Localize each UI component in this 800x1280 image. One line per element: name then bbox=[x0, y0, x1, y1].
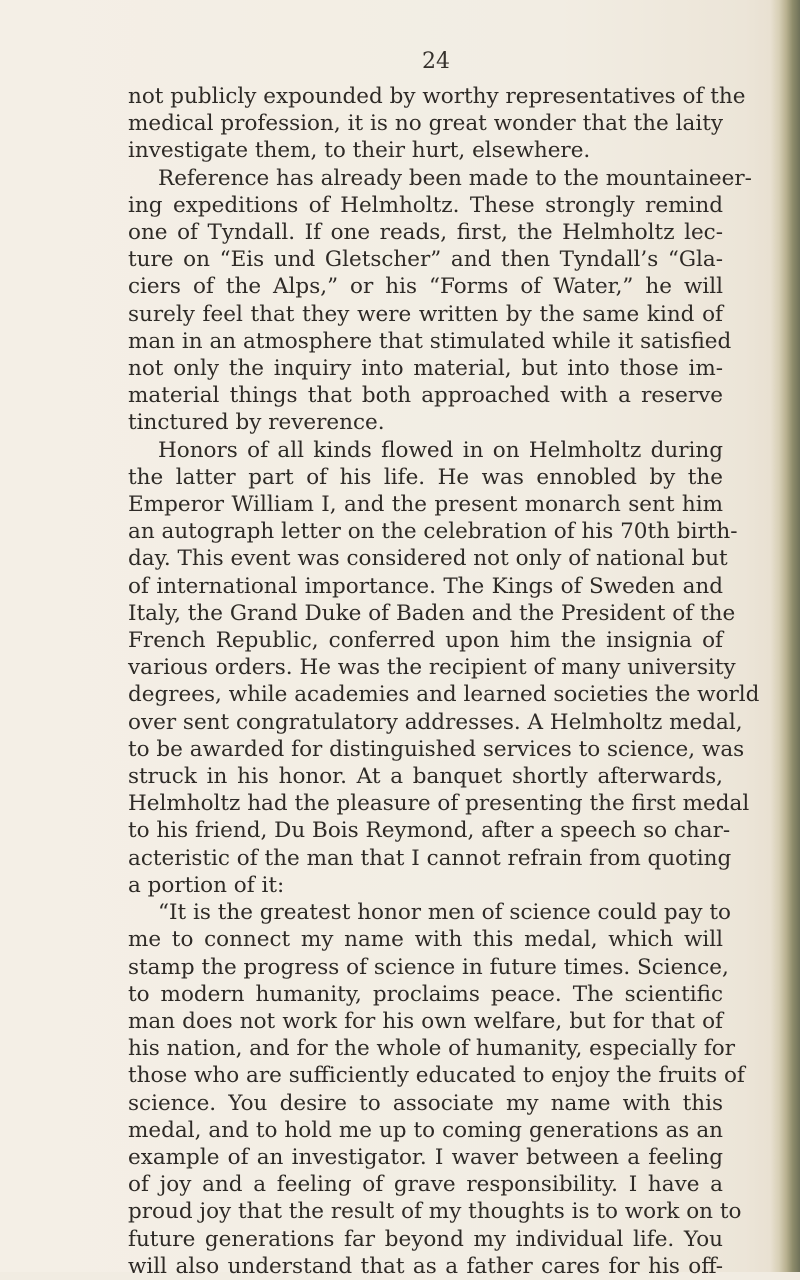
text-line: French Republic, conferred upon him the insignia of bbox=[128, 628, 723, 654]
text-line: medal, and to hold me up to coming generations as an bbox=[128, 1117, 723, 1143]
text-line: Helmholtz had the pleasure of presenting the first medal bbox=[128, 791, 750, 817]
text-line: example of an investigator. I waver between a feeling bbox=[128, 1144, 723, 1170]
text-line: acteristic of the man that I cannot refrain from quoting bbox=[128, 845, 732, 871]
text-line: proud joy that the result of my thoughts is to work on to bbox=[128, 1199, 742, 1225]
text-line: one of Tyndall. If one reads, first, the Helmholtz lec- bbox=[128, 220, 723, 246]
text-line: degrees, while academies and learned societies the world bbox=[128, 682, 760, 708]
text-line: those who are sufficiently educated to enjoy the fruits of bbox=[128, 1063, 745, 1089]
text-line: over sent congratulatory addresses. A Helmholtz medal, bbox=[128, 709, 743, 735]
text-line: Italy, the Grand Duke of Baden and the President of the bbox=[128, 600, 736, 626]
text-line: of international importance. The Kings of Sweden and bbox=[128, 573, 723, 599]
text-line: Emperor William I, and the present monarch sent him bbox=[128, 492, 723, 518]
text-line: material things that both approached with a reserve bbox=[128, 383, 723, 409]
text-line: science. You desire to associate my name with this bbox=[128, 1090, 723, 1116]
text-line: man does not work for his own welfare, but for that of bbox=[128, 1008, 723, 1034]
text-line: will also understand that as a father cares for his off- bbox=[128, 1253, 723, 1279]
body-text bbox=[128, 83, 760, 1280]
text-line: the latter part of his life. He was ennobled by the bbox=[128, 464, 723, 490]
text-line: man in an atmosphere that stimulated while it satisfied bbox=[128, 328, 732, 354]
text-line: ture on “Eis und Gletscher” and then Tyndall’s “Gla- bbox=[128, 247, 723, 273]
text-line: to be awarded for distinguished services to science, was bbox=[128, 736, 745, 762]
text-line: various orders. He was the recipient of many university bbox=[128, 655, 736, 681]
page-number: 24 bbox=[422, 49, 450, 74]
page-edge-shadow bbox=[770, 0, 800, 1272]
text-line: ing expeditions of Helmholtz. These strongly remind bbox=[128, 192, 723, 218]
text-line: medical profession, it is no great wonder that the laity bbox=[128, 111, 723, 137]
text-line: not publicly expounded by worthy representatives of the bbox=[128, 84, 746, 109]
text-line: me to connect my name with this medal, which will bbox=[128, 927, 723, 953]
text-line: not only the inquiry into material, but into those im- bbox=[128, 356, 723, 382]
text-line: to modern humanity, proclaims peace. The scientific bbox=[128, 981, 723, 1007]
text-line: to his friend, Du Bois Reymond, after a speech so char- bbox=[128, 818, 731, 844]
text-line: day. This event was considered not only of national but bbox=[128, 546, 728, 572]
text-line: stamp the progress of science in future times. Science, bbox=[128, 954, 729, 980]
text-line: his nation, and for the whole of humanity, especially for bbox=[128, 1036, 736, 1062]
text-line: ciers of the Alps,” or his “Forms of Water,” he will bbox=[128, 274, 723, 300]
text-line: future generations far beyond my individual life. You bbox=[128, 1226, 723, 1252]
text-line: struck in his honor. At a banquet shortly afterwards, bbox=[128, 764, 723, 790]
text-line: tinctured by reverence. bbox=[128, 410, 385, 436]
text-line: of joy and a feeling of grave responsibility. I have a bbox=[128, 1172, 723, 1198]
text-line: “It is the greatest honor men of science could pay to bbox=[158, 900, 731, 926]
text-line: Reference has already been made to the mountaineer- bbox=[158, 165, 752, 191]
text-line: surely feel that they were written by the same kind of bbox=[128, 301, 723, 327]
text-line: a portion of it: bbox=[128, 872, 285, 898]
text-line: an autograph letter on the celebration of his 70th birth- bbox=[128, 519, 738, 545]
text-line: investigate them, to their hurt, elsewhere. bbox=[128, 138, 591, 164]
text-line: Honors of all kinds flowed in on Helmholtz during bbox=[158, 437, 723, 463]
